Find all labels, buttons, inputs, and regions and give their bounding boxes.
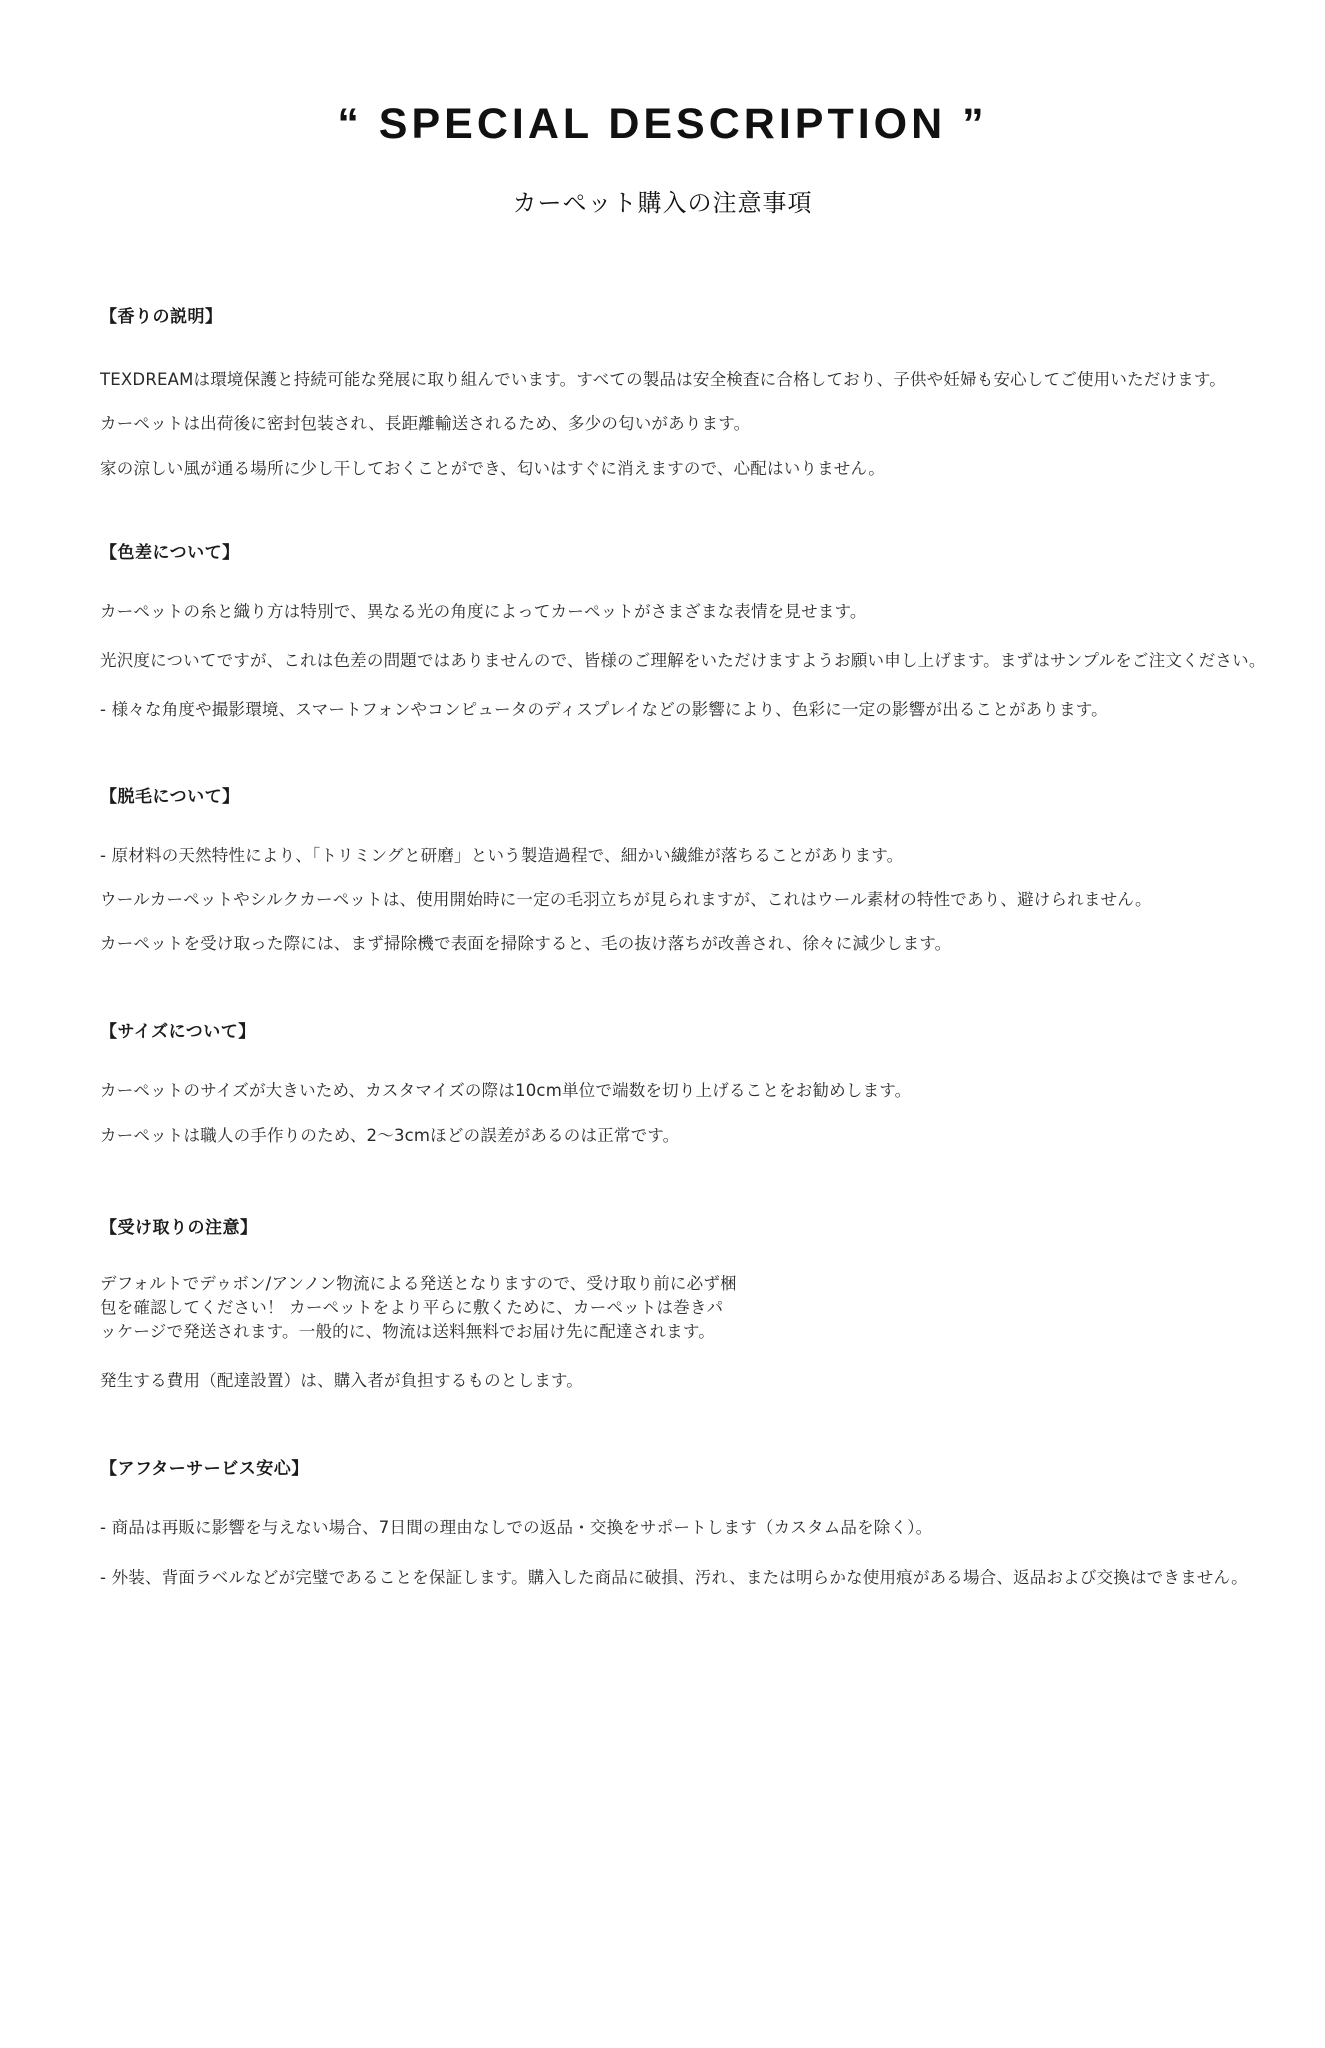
page-subtitle: カーペット購入の注意事項 bbox=[512, 189, 813, 217]
section-body-shedding bbox=[100, 845, 1325, 956]
paragraph: 発生する費用（配達設置）は、購入者が負担するものとします。 bbox=[100, 1370, 583, 1390]
section-color-difference bbox=[100, 538, 1325, 722]
section-body-color-difference bbox=[100, 601, 1325, 722]
section-heading-scent: 【香りの説明】 bbox=[100, 307, 223, 327]
section-scent bbox=[100, 302, 1325, 480]
paragraph: カーペットの糸と織り方は特別で、異なる光の角度によってカーペットがさまざまな表情を見せます。 bbox=[100, 601, 867, 621]
section-body-scent bbox=[100, 369, 1325, 480]
paragraph: - 商品は再販に影響を与えない場合、7日間の理由なしでの返品・交換をサポートします（カスタム品を除く）。 bbox=[100, 1517, 933, 1537]
section-body-size bbox=[100, 1080, 1325, 1147]
section-shedding bbox=[100, 782, 1325, 956]
section-heading-receiving: 【受け取りの注意】 bbox=[100, 1217, 258, 1238]
paragraph: 光沢度についてですが、これは色差の問題ではありませんので、皆様のご理解をいただけますようお願い申し上げます。まずはサンプルをご注文ください。 bbox=[100, 651, 1266, 671]
paragraph: カーペットを受け取った際には、まず掃除機で表面を掃除すると、毛の抜け落ちが改善され、徐々に減少します。 bbox=[100, 934, 952, 954]
paragraph: ウールカーペットやシルクカーペットは、使用開始時に一定の毛羽立ちが見られますが、これはウール素材の特性であり、避けられません。 bbox=[100, 889, 1152, 909]
section-heading-color-difference: 【色差について】 bbox=[100, 542, 240, 563]
paragraph: カーペットは職人の手作りのため、2〜3cmほどの誤差があるのは正常です。 bbox=[100, 1125, 680, 1145]
section-heading-size: 【サイズについて】 bbox=[100, 1022, 256, 1043]
section-size bbox=[100, 1017, 1325, 1147]
paragraph: カーペットは出荷後に密封包装され、長距離輸送されるため、多少の匂いがあります。 bbox=[100, 414, 751, 434]
paragraph: - 原材料の天然特性により、「トリミングと研磨」という製造過程で、細かい繊維が落ちることがあります。 bbox=[100, 845, 904, 865]
paragraph: TEXDREAMは環境保護と持続可能な発展に取り組んでいます。すべての製品は安全検査に合格しており、子供や妊婦も安心してご使用いただけます。 bbox=[100, 370, 1226, 389]
paragraph: カーペットのサイズが大きいため、カスタマイズの際は10cm単位で端数を切り上げることをお勧めします。 bbox=[100, 1081, 912, 1101]
page-title: “ SPECIAL DESCRIPTION ” bbox=[337, 100, 988, 148]
paragraph: デフォルトでデゥボン/アンノン物流による発送となりますので、受け取り前に必ず梱包を確認してください！ カーペットをより平らに敷くために、カーペットは巻きパッケージで発送されます。一般的に、物流は送料無料でお届け先に配達されます。 bbox=[100, 1273, 737, 1341]
paragraph: - 様々な角度や撮影環境、スマートフォンやコンピュータのディスプレイなどの影響により、色彩に一定の影響が出ることがあります。 bbox=[100, 700, 1108, 720]
section-after-service bbox=[100, 1454, 1325, 1590]
section-body-after-service bbox=[100, 1517, 1325, 1590]
paragraph: - 外装、背面ラベルなどが完璧であることを保証します。購入した商品に破損、汚れ、または明らかな使用痕がある場合、返品および交換はできません。 bbox=[100, 1568, 1248, 1588]
content-area bbox=[0, 302, 1325, 1589]
section-heading-shedding: 【脱毛について】 bbox=[100, 786, 240, 807]
section-body-receiving bbox=[100, 1272, 1325, 1392]
section-heading-after-service: 【アフターサービス安心】 bbox=[100, 1458, 309, 1479]
section-receiving bbox=[100, 1213, 1325, 1392]
paragraph: 家の涼しい風が通る場所に少し干しておくことができ、匂いはすぐに消えますので、心配はいりません。 bbox=[100, 458, 885, 478]
